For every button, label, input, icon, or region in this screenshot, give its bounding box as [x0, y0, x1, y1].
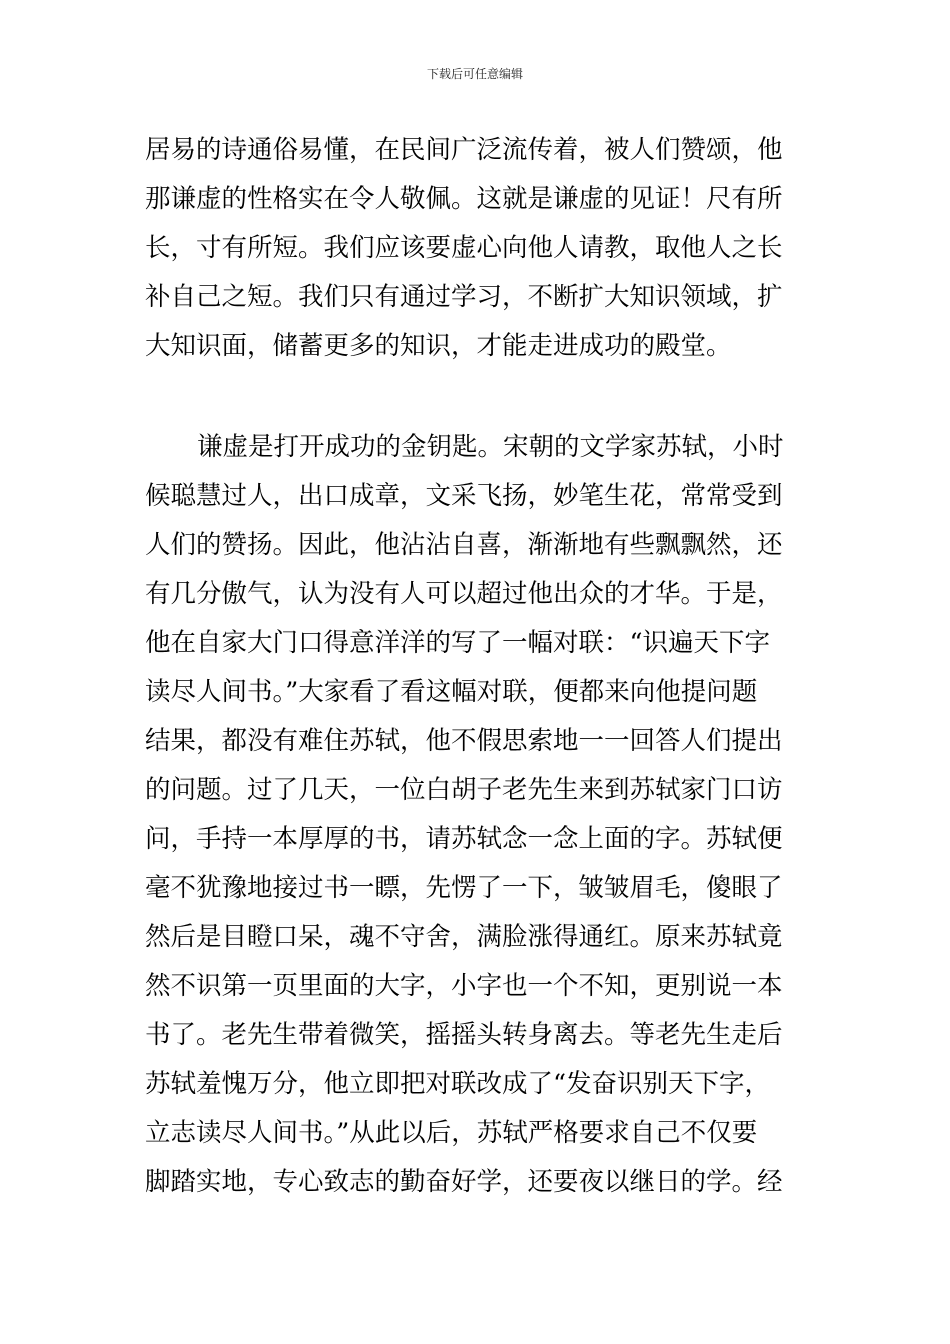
- text-line: 有几分傲气，认为没有人可以超过他出众的才华。于是，: [145, 579, 783, 609]
- text-line: 居易的诗通俗易懂，在民间广泛流传着，被人们赞颂，他: [145, 135, 783, 165]
- text-line: 补自己之短。我们只有通过学习，不断扩大知识领域，扩: [145, 282, 783, 312]
- text-line: 问，手持一本厚厚的书，请苏轼念一念上面的字。苏轼便: [145, 824, 783, 854]
- text-line: 那谦虚的性格实在令人敬佩。这就是谦虚的见证！尺有所: [145, 184, 783, 214]
- text-line: 人们的赞扬。因此，他沾沾自喜，渐渐地有些飘飘然，还: [145, 530, 783, 560]
- text-line: 苏轼羞愧万分，他立即把对联改成了“发奋识别天下字，: [145, 1069, 771, 1099]
- text-line: 毫不犹豫地接过书一瞟，先愣了一下，皱皱眉毛，傻眼了: [145, 873, 783, 903]
- text-line: 然后是目瞪口呆，魂不守舍，满脸涨得通红。原来苏轼竟: [145, 922, 783, 952]
- text-line: 然不识第一页里面的大字，小字也一个不知，更别说一本: [145, 971, 783, 1001]
- text-line: 脚踏实地，专心致志的勤奋好学，还要夜以继日的学。经: [145, 1167, 783, 1197]
- text-line: 立志读尽人间书。”从此以后，苏轼严格要求自己不仅要: [145, 1118, 758, 1148]
- text-line: 的问题。过了几天，一位白胡子老先生来到苏轼家门口访: [145, 775, 783, 805]
- text-line: 读尽人间书。”大家看了看这幅对联，便都来向他提问题: [145, 677, 758, 707]
- text-line: 长，寸有所短。我们应该要虚心向他人请教，取他人之长: [145, 233, 783, 263]
- paragraph: [145, 423, 810, 1207]
- text-line: 大知识面，储蓄更多的知识，才能走进成功的殿堂。: [145, 331, 732, 361]
- paragraph: [145, 126, 810, 371]
- text-line: 候聪慧过人，出口成章，文采飞扬，妙笔生花，常常受到: [145, 481, 783, 511]
- text-line: 结果，都没有难住苏轼，他不假思索地一一回答人们提出: [145, 726, 783, 756]
- text-line: 他在自家大门口得意洋洋的写了一幅对联：“识遍天下字: [145, 628, 771, 658]
- text-line: 谦虚是打开成功的金钥匙。宋朝的文学家苏轼，小时: [197, 432, 784, 462]
- text-line: 书了。老先生带着微笑，摇摇头转身离去。等老先生走后: [145, 1020, 783, 1050]
- page-header: 下载后可任意编辑: [426, 67, 523, 81]
